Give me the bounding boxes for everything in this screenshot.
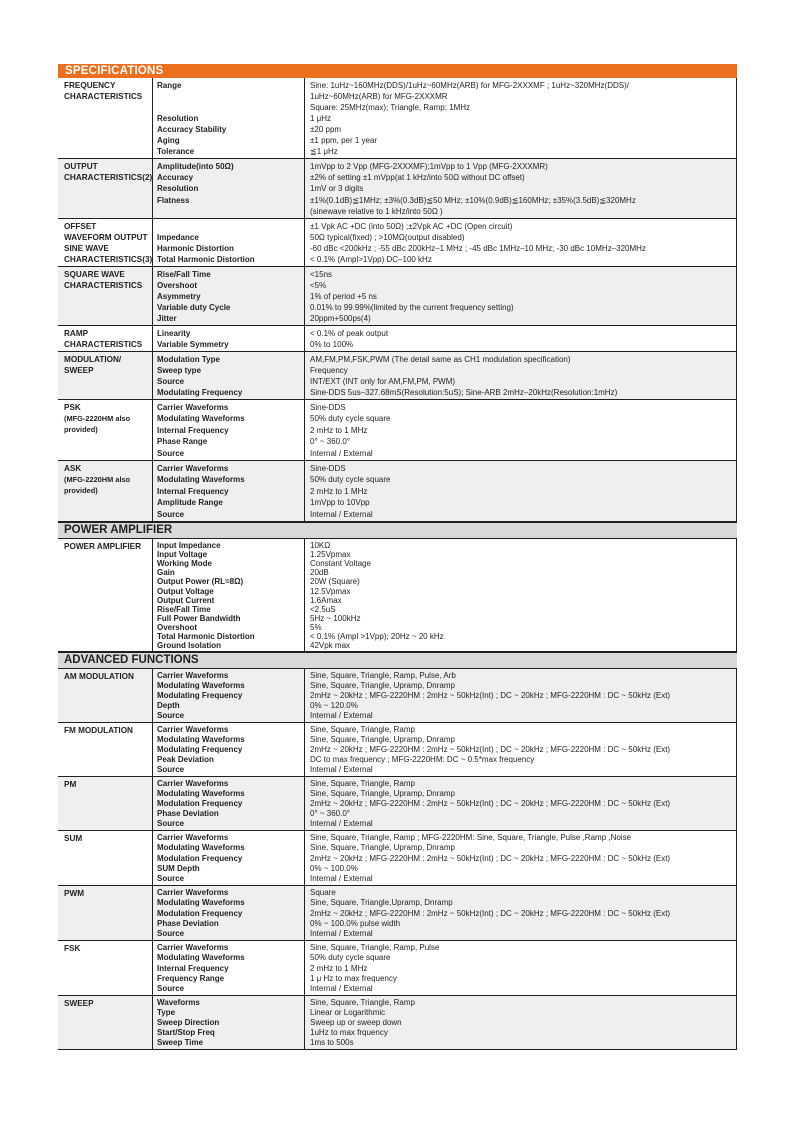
param-name: Tolerance: [157, 147, 195, 156]
param-column: [152, 723, 304, 776]
param-name: Source: [157, 509, 185, 519]
param-value: ±1 ppm, per 1 year: [310, 136, 378, 145]
param-value: Sine, Square, Triangle, Ramp, Pulse: [310, 943, 440, 953]
param-value: Internal / External: [310, 509, 373, 519]
group-label-line: (MFG-2220HM also: [64, 414, 131, 424]
group-label-line: SINE WAVE: [64, 244, 109, 254]
param-value: Internal / External: [310, 929, 373, 939]
param-name: Internal Frequency: [157, 486, 229, 496]
param-value: 5Hz ~ 100kHz: [310, 613, 361, 623]
section-header: ADVANCED FUNCTIONS: [58, 652, 737, 669]
param-name: Overshoot: [157, 622, 198, 632]
param-name: Phase Range: [157, 437, 208, 447]
group-label-line: FSK: [64, 944, 81, 954]
value-column: [304, 777, 737, 830]
param-column: [152, 777, 304, 830]
group-label-line: AM MODULATION: [64, 672, 134, 682]
group-label-line: PSK: [64, 403, 81, 413]
param-value: 2mHz ~ 20kHz ; MFG-2220HM : 2mHz ~ 50kHz(Int) ; DC ~ 20kHz ; MFG-2220HM : DC ~ 50kHz (Ext): [310, 799, 671, 809]
param-name: Accuracy: [157, 173, 194, 183]
spec-group: [58, 539, 737, 652]
param-value: Frequency: [310, 366, 348, 376]
param-name: Modulation Frequency: [157, 853, 243, 863]
param-value: 0% ~ 100.0%: [310, 863, 358, 873]
group-label-line: FM MODULATION: [64, 726, 133, 736]
param-name: Depth: [157, 701, 180, 711]
param-name: Input Voltage: [157, 550, 208, 560]
param-value: Sweep up or sweep down: [310, 1018, 402, 1028]
param-value: 0.01% to 99.99%(limited by the current frequency setting): [310, 303, 514, 313]
value-column: [304, 326, 737, 351]
param-column: [152, 941, 304, 995]
value-column: [304, 996, 737, 1049]
group-label: [58, 159, 152, 218]
param-value: <5%: [310, 281, 327, 291]
spec-group: [58, 159, 737, 219]
param-column: [152, 159, 304, 218]
group-label-line: (MFG-2220HM also: [64, 475, 131, 485]
param-name: Modulating Frequency: [157, 691, 243, 701]
value-column: [304, 461, 737, 521]
param-value: Sine-DDS 5us–327.68mS(Resolution:5uS); Sine-ARB 2mHz–20kHz(Resolution:1mHz): [310, 388, 618, 398]
param-name: Amplitude(into 50Ω): [157, 162, 234, 171]
param-name: Asymmetry: [157, 292, 201, 302]
group-label-line: provided): [64, 486, 98, 496]
param-value: Constant Voltage: [310, 559, 371, 569]
param-name: Modulating Waveforms: [157, 843, 245, 853]
group-label-line: FREQUENCY: [64, 81, 116, 90]
param-name: [157, 206, 302, 217]
param-name: Resolution: [157, 184, 199, 194]
param-value: ±1%(0.1dB)≦1MHz; ±3%(0.3dB)≦50 MHz; ±10%(0.9dB)≦160MHz; ±35%(3.5dB)≦320MHz: [310, 195, 636, 205]
param-name: Modulating Waveforms: [157, 681, 245, 691]
param-value: 1% of period +5 ns: [310, 292, 377, 302]
spec-group: [58, 723, 737, 777]
param-value: Internal / External: [310, 448, 373, 458]
spec-group: [58, 78, 737, 159]
value-column: [304, 539, 737, 651]
param-name: Modulating Waveforms: [157, 475, 245, 485]
param-name: Source: [157, 819, 185, 829]
param-value: 20ppm+500ps(4): [310, 314, 371, 324]
group-label: [58, 219, 152, 266]
param-name: Source: [157, 765, 185, 775]
param-value: DC to max frequency ; MFG-2220HM: DC ~ 0.5*max frequency: [310, 755, 535, 765]
group-label: [58, 461, 152, 521]
group-label-line: OFFSET: [64, 222, 97, 232]
param-name: Frequency Range: [157, 973, 225, 983]
group-label-line: SWEEP: [64, 366, 94, 376]
param-value: 1.25Vpmax: [310, 550, 351, 560]
param-value: 1uHz~60MHz(ARB) for MFG-2XXXMR: [310, 92, 448, 101]
group-label-line: CHARACTERISTICS: [64, 340, 143, 350]
group-label-line: CHARACTERISTICS: [64, 92, 143, 101]
param-value: 50% duty cycle square: [310, 953, 391, 963]
param-value: 12.5Vpmax: [310, 586, 351, 596]
param-name: Source: [157, 929, 185, 939]
group-label-line: SUM: [64, 834, 83, 844]
param-value: Internal / External: [310, 711, 373, 721]
param-name: Impedance: [157, 233, 199, 243]
group-label: [58, 78, 152, 158]
group-label-line: PM: [64, 780, 77, 790]
param-value: (sinewave relative to 1 kHz/into 50Ω ): [310, 206, 443, 216]
param-column: [152, 267, 304, 325]
param-name: Output Voltage: [157, 586, 214, 596]
spec-group: [58, 326, 737, 352]
param-value: 0% ~ 120.0%: [310, 701, 358, 711]
param-value: 1 μHz: [310, 114, 332, 123]
param-value: ±20 ppm: [310, 125, 342, 134]
spec-group: [58, 996, 737, 1050]
param-name: Type: [157, 1008, 176, 1018]
param-name: Range: [157, 81, 182, 90]
param-name: Output Current: [157, 595, 215, 605]
group-label: [58, 886, 152, 940]
param-column: [152, 219, 304, 266]
param-name: Carrier Waveforms: [157, 943, 229, 953]
param-value: 42Vpk max: [310, 641, 351, 651]
param-name: Modulation Type: [157, 355, 220, 365]
param-value: 1ms to 500s: [310, 1038, 354, 1048]
param-value: 20dB: [310, 568, 329, 578]
group-label-line: CHARACTERISTICS(3): [64, 255, 152, 265]
param-name: Source: [157, 377, 185, 387]
param-name: Modulating Waveforms: [157, 953, 245, 963]
param-name: SUM Depth: [157, 863, 200, 873]
param-value: Sine-DDS: [310, 464, 346, 474]
param-value: Sine, Square, Triangle, Upramp, Dnramp: [310, 843, 455, 853]
param-name: Amplitude Range: [157, 498, 223, 508]
value-column: [304, 159, 737, 218]
param-value: 2mHz ~ 20kHz ; MFG-2220HM : 2mHz ~ 50kHz(Int) ; DC ~ 20kHz ; MFG-2220HM : DC ~ 50kHz (Ext): [310, 745, 671, 755]
param-value: Sine, Square, Triangle, Ramp: [310, 779, 415, 789]
param-value: INT/EXT (INT only for AM,FM,PM, PWM): [310, 377, 456, 387]
param-column: [152, 669, 304, 722]
param-value: 2mHz ~ 20kHz ; MFG-2220HM : 2mHz ~ 50kHz(Int) ; DC ~ 20kHz ; MFG-2220HM : DC ~ 50kHz (Ext): [310, 908, 671, 918]
param-value: 2 mHz to 1 MHz: [310, 963, 368, 973]
param-name: Source: [157, 874, 185, 884]
param-value: Sine, Square, Triangle, Upramp, Dnramp: [310, 735, 455, 745]
param-name: Variable duty Cycle: [157, 303, 231, 313]
param-name: Carrier Waveforms: [157, 779, 229, 789]
spec-group: [58, 831, 737, 886]
spec-group: [58, 777, 737, 831]
param-value: Sine, Square, Triangle,Upramp, Dnramp: [310, 898, 453, 908]
param-name: Overshoot: [157, 281, 198, 291]
param-column: [152, 461, 304, 521]
param-name: Modulation Frequency: [157, 799, 243, 809]
param-value: Linear or Logarithmic: [310, 1008, 386, 1018]
param-value: < 0.1% (Ampl >1Vpp); 20Hz ~ 20 kHz: [310, 632, 444, 642]
param-value: 1mV or 3 digits: [310, 184, 364, 194]
param-value: 0° ~ 360.0°: [310, 437, 350, 447]
param-value: Internal / External: [310, 874, 373, 884]
spec-group: [58, 400, 737, 461]
spec-group: [58, 219, 737, 267]
group-label: [58, 400, 152, 460]
param-name: Modulating Waveforms: [157, 414, 245, 424]
param-value: 1 μ Hz to max frequency: [310, 973, 397, 983]
group-label: [58, 352, 152, 399]
value-column: [304, 219, 737, 266]
param-value: 2mHz ~ 20kHz ; MFG-2220HM : 2mHz ~ 50kHz(Int) ; DC ~ 20kHz ; MFG-2220HM : DC ~ 50kHz (Ext): [310, 691, 671, 701]
spec-group: [58, 352, 737, 400]
spec-sheet: [58, 64, 737, 1050]
param-name: Carrier Waveforms: [157, 888, 229, 898]
param-column: [152, 886, 304, 940]
param-name: Peak Deviation: [157, 755, 214, 765]
param-value: 0° ~ 360.0°: [310, 809, 350, 819]
param-name: Modulating Frequency: [157, 388, 243, 398]
param-name: Variable Symmetry: [157, 340, 229, 350]
group-label: [58, 777, 152, 830]
param-value: 1uHz to max frquency: [310, 1028, 388, 1038]
group-label-line: SQUARE WAVE: [64, 270, 125, 280]
param-name: Jitter: [157, 314, 177, 324]
section-header: POWER AMPLIFIER: [58, 522, 737, 539]
spec-group: [58, 267, 737, 326]
param-column: [152, 326, 304, 351]
param-name: Resolution: [157, 114, 199, 123]
value-column: [304, 723, 737, 776]
param-value: 1.6Amax: [310, 595, 342, 605]
group-label-line: WAVEFORM OUTPUT: [64, 233, 148, 243]
param-value: < 0.1% of peak output: [310, 329, 389, 339]
param-column: [152, 831, 304, 885]
param-value: ≦1 μHz: [310, 147, 338, 156]
param-value: -60 dBc <200kHz ; -55 dBc 200kHz–1 MHz ; -45 dBc 1MHz–10 MHz; -30 dBc 10MHz–320MHz: [310, 244, 646, 254]
group-label: [58, 723, 152, 776]
group-label: [58, 539, 152, 651]
group-label-line: POWER AMPLIFIER: [64, 542, 142, 552]
param-value: 2mHz ~ 20kHz ; MFG-2220HM : 2mHz ~ 50kHz(Int) ; DC ~ 20kHz ; MFG-2220HM : DC ~ 50kHz (Ext): [310, 853, 671, 863]
value-column: [304, 400, 737, 460]
param-name: Modulating Waveforms: [157, 898, 245, 908]
param-name: Source: [157, 711, 185, 721]
value-column: [304, 886, 737, 940]
param-name: Linearity: [157, 329, 191, 339]
value-column: [304, 78, 737, 158]
param-value: 50% duty cycle square: [310, 414, 391, 424]
param-name: Total Harmonic Distortion: [157, 632, 255, 642]
param-name: Carrier Waveforms: [157, 833, 229, 843]
param-value: 50Ω typical(fixed) ; >10MΩ(output disabled): [310, 233, 465, 243]
param-value: Sine: 1uHz~160MHz(DDS)/1uHz~60MHz(ARB) for MFG-2XXXMF ; 1uHz~320MHz(DDS)/: [310, 81, 629, 90]
group-label: [58, 996, 152, 1049]
param-value: Square: [310, 888, 336, 898]
param-value: Internal / External: [310, 765, 373, 775]
spec-group: [58, 461, 737, 522]
param-name: Source: [157, 984, 185, 994]
group-label-line: CHARACTERISTICS: [64, 281, 143, 291]
param-value: Sine, Square, Triangle, Upramp, Dnramp: [310, 789, 455, 799]
param-name: Sweep type: [157, 366, 202, 376]
param-name: Carrier Waveforms: [157, 403, 229, 413]
group-label-line: provided): [64, 425, 98, 435]
param-name: Modulating Frequency: [157, 745, 243, 755]
param-value: ±1 Vpk AC +DC (into 50Ω) ;±2Vpk AC +DC (Open circuit): [310, 222, 513, 232]
param-column: [152, 352, 304, 399]
group-label-line: OUTPUT: [64, 162, 98, 171]
param-name: [157, 91, 302, 102]
param-name: Waveforms: [157, 998, 200, 1008]
param-name: Harmonic Distortion: [157, 244, 234, 254]
param-value: Sine, Square, Triangle, Upramp, Dnramp: [310, 681, 455, 691]
param-column: [152, 400, 304, 460]
param-value: 0% to 100%: [310, 340, 354, 350]
spec-group: [58, 669, 737, 723]
param-name: Carrier Waveforms: [157, 725, 229, 735]
param-value: Sine, Square, Triangle, Ramp: [310, 998, 415, 1008]
param-name: Modulation Frequency: [157, 908, 243, 918]
param-name: Carrier Waveforms: [157, 671, 229, 681]
param-value: Sine, Square, Triangle, Ramp ; MFG-2220HM: Sine, Square, Triangle, Pulse ,Ramp ,Noise: [310, 833, 632, 843]
param-value: <2.5uS: [310, 604, 336, 614]
param-value: Sine-DDS: [310, 403, 346, 413]
param-value: < 0.1% (Ampl>1Vpp) DC–100 kHz: [310, 255, 432, 265]
param-name: Internal Frequency: [157, 963, 229, 973]
param-name: Rise/Fall Time: [157, 270, 211, 280]
value-column: [304, 941, 737, 995]
group-label: [58, 669, 152, 722]
param-name: Internal Frequency: [157, 425, 229, 435]
param-value: <15ns: [310, 270, 333, 280]
group-label-line: ASK: [64, 464, 82, 474]
param-value: 10KΩ: [310, 541, 331, 551]
param-name: Flatness: [157, 195, 190, 205]
group-label: [58, 941, 152, 995]
param-name: Aging: [157, 136, 180, 145]
param-value: 1mVpp to 10Vpp: [310, 498, 370, 508]
param-name: Start/Stop Freq: [157, 1028, 215, 1038]
param-value: ±2% of setting ±1 mVpp(at 1 kHz/into 50Ω without DC offset): [310, 173, 525, 183]
section-header: SPECIFICATIONS: [58, 64, 737, 78]
param-name: Input Impedance: [157, 541, 221, 551]
param-value: AM,FM,PM,FSK,PWM (The detail same as CH1 modulation specification): [310, 355, 571, 365]
param-name: [157, 221, 302, 232]
spec-group: [58, 941, 737, 996]
param-name: Total Harmonic Distortion: [157, 255, 255, 265]
param-name: [157, 102, 302, 113]
param-value: 5%: [310, 622, 322, 632]
param-value: Sine, Square, Triangle, Ramp: [310, 725, 415, 735]
group-label-line: CHARACTERISTICS(2): [64, 173, 152, 182]
group-label: [58, 267, 152, 325]
value-column: [304, 267, 737, 325]
param-value: Internal / External: [310, 984, 373, 994]
param-name: Carrier Waveforms: [157, 464, 229, 474]
param-name: Working Mode: [157, 559, 212, 569]
param-value: 2 mHz to 1 MHz: [310, 425, 368, 435]
param-value: 20W (Square): [310, 577, 360, 587]
param-value: 0% ~ 100.0% pulse width: [310, 918, 401, 928]
param-name: Modulating Waveforms: [157, 735, 245, 745]
param-name: Phase Deviation: [157, 918, 219, 928]
param-value: Sine, Square, Triangle, Ramp, Pulse, Arb: [310, 671, 456, 681]
param-column: [152, 539, 304, 651]
param-name: Rise/Fall Time: [157, 604, 211, 614]
value-column: [304, 669, 737, 722]
param-value: 50% duty cycle square: [310, 475, 391, 485]
value-column: [304, 352, 737, 399]
param-value: 1mVpp to 2 Vpp (MFG-2XXXMF);1mVpp to 1 Vpp (MFG-2XXXMR): [310, 162, 548, 171]
param-name: Sweep Time: [157, 1038, 204, 1048]
param-name: Modulating Waveforms: [157, 789, 245, 799]
param-name: Phase Deviation: [157, 809, 219, 819]
spec-group: [58, 886, 737, 941]
param-name: Full Power Bandwidth: [157, 613, 241, 623]
param-value: Square: 25MHz(max); Triangle, Ramp: 1MHz: [310, 103, 471, 112]
param-name: Gain: [157, 568, 175, 578]
group-label-line: PWM: [64, 889, 85, 899]
param-name: Source: [157, 448, 185, 458]
param-name: Ground Isolation: [157, 641, 221, 651]
param-name: Output Power (RL=8Ω): [157, 577, 244, 587]
param-value: 2 mHz to 1 MHz: [310, 486, 368, 496]
param-column: [152, 996, 304, 1049]
group-label: [58, 831, 152, 885]
param-name: Accuracy Stability: [157, 125, 227, 134]
param-name: Sweep Direction: [157, 1018, 220, 1028]
group-label-line: RAMP: [64, 329, 89, 339]
param-value: Internal / External: [310, 819, 373, 829]
group-label-line: MODULATION/: [64, 355, 122, 365]
value-column: [304, 831, 737, 885]
param-column: [152, 78, 304, 158]
group-label-line: SWEEP: [64, 999, 94, 1009]
group-label: [58, 326, 152, 351]
